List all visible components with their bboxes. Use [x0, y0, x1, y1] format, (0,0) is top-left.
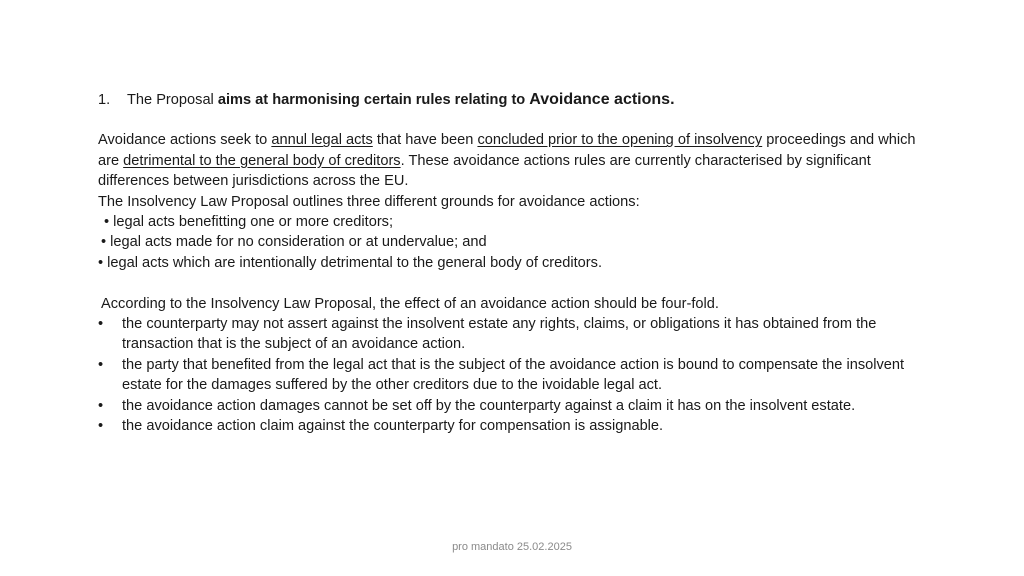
paragraph-avoidance-definition	[98, 130, 928, 191]
ground-item-1: • legal acts benefitting one or more creditors;	[104, 214, 394, 231]
effects-list	[98, 314, 928, 436]
paragraph-grounds-intro: The Insolvency Law Proposal outlines three different grounds for avoidance actions:	[98, 193, 640, 210]
bullet-mark: •	[98, 397, 104, 414]
p1-underlined-detrimental: detrimental to the general body of creditors	[123, 152, 401, 169]
p1-underlined-annul: annul legal acts	[271, 132, 373, 149]
effects-list-item	[98, 416, 928, 436]
paragraph-effects-intro: According to the Insolvency Law Proposal, the effect of an avoidance action should be four-fold.	[101, 295, 719, 312]
p1-text-1: Avoidance actions seek to	[98, 132, 272, 149]
p1-text-3: proceedings and which are	[98, 132, 916, 169]
section-heading	[98, 90, 928, 110]
effects-list-item	[98, 355, 928, 396]
effects-list-item	[98, 314, 928, 355]
heading-topic: Avoidance actions.	[529, 91, 675, 108]
ground-item-2: • legal acts made for no consideration or at undervalue; and	[101, 234, 487, 251]
effects-list-item	[98, 396, 928, 416]
effects-item-text: the party that benefited from the legal act that is the subject of the avoidance action is bound to compensate the insolvent estate for the damages suffered by the other creditors due to the ivoidable legal act.	[122, 356, 905, 394]
slide-footer: pro mandato 25.02.2025	[452, 541, 572, 553]
effects-item-text: the counterparty may not assert against the insolvent estate any rights, claims, or obligations it has obtained from the transaction that is the subject of an avoidance action.	[122, 316, 877, 353]
heading-plain-text: The Proposal	[127, 92, 218, 108]
heading-text	[127, 90, 675, 110]
bullet-mark: •	[98, 356, 104, 373]
ground-item-3: • legal acts which are intentionally detrimental to the general body of creditors.	[98, 254, 603, 271]
p1-text-2: that have been	[372, 132, 478, 149]
p1-underlined-concluded: concluded prior to the opening of insolvency	[477, 132, 763, 149]
effects-item-text: the avoidance action damages cannot be set off by the counterparty against a claim it has on the insolvent estate.	[122, 397, 856, 414]
slide-content	[98, 90, 928, 436]
heading-number: 1.	[98, 92, 111, 108]
bullet-mark: •	[98, 316, 104, 333]
heading-bold-text: aims at harmonising certain rules relating to	[217, 92, 530, 108]
spacer	[98, 273, 928, 293]
bullet-mark: •	[98, 418, 104, 435]
p1-text-4: . These avoidance actions rules are currently characterised by significant differences between jurisdictions across the EU.	[98, 152, 871, 190]
effects-item-text: the avoidance action claim against the counterparty for compensation is assignable.	[122, 418, 664, 435]
